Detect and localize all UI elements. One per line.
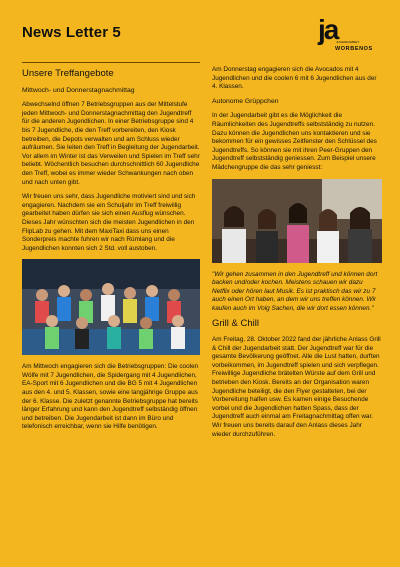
- paragraph: Am Freitag, 28. Oktober 2022 fand der jährliche Anlass Grill & Chill der Jugendarbeit statt. Der Jugendtreff war für die gesamte Bevölkerung geöffnet. Alle die Lust hatten, durften vorbeikommen, im Jugendtreff spielen und sich verpflegen. Freiwillige Jugendliche brätelten Würste auf dem Grill und betrieben den Kiosk. Bereits an der Organisation waren Jugendliche beteiligt, die den Flyer gestalteten, bei der Vorbereitung halfen usw. Es kamen einige Besuchende vorbei und die Jugendlichen hatten Spass, dass der Jugendtreff auch einmal am Freitagnachmittag offen war. Wir freuen uns bereits darauf den Anlass dieses Jahr wieder durchzuführen.: [212, 336, 381, 438]
- section-heading-treffangebote: Unsere Treffangebote: [22, 68, 114, 79]
- logo-wordmark: WORBENOS: [335, 46, 373, 52]
- paragraph: Wir freuen uns sehr, dass Jugendliche motiviert sind und sich engagieren. Nachdem sie ein Schuljahr im Treff freiwillig gearbeitet haben dürfen sie sich einen Ausflug wünschen. Dieses Jahr wünschten sich die meisten Jugendlichen in den FlipLab zu gehen. Mit dem MaxiTaxi dass uns einen Sonderpreis machte fuhren wir nach Rümlang und die Jugendlichen konnten sich 2 Std. voll austoben.: [22, 193, 196, 252]
- paragraph: Am Donnerstag engagieren sich die Avocados mit 4 Jugendlichen und die coolen 6 mit 6 Jugendlichen aus der 4. Klassen.: [212, 66, 377, 91]
- quote: "Wir gehen zusammen in den Jugendtreff und können dort backen und/oder kochen. Meistens schauen wir dazu Netflix oder hören laut Musik. Es ist praktisch das wir zu 7 auch einen Ort haben, an dem wir uns treffen können. Wir kaufen auch im Volg Sachen, die wir dort essen können.": [212, 270, 378, 312]
- paragraph: Am Mittwoch engagieren sich die Betriebsgruppen: Die coolen Wölfe mit 7 Jugendlichen, die Spidergang mit 4 Jugendlichen, EA-Sport mit 6 Jugendlichen und die BG 5 mit 4 Jugendlichen aus den 4. und 5. Klassen, sowie eine langjährige Gruppe aus der 6. Klasse. Die zuletzt genannte Betriebsgruppe hat bereits länger Erfahrung und kann den Jugendtreff selbständig öffnen und betreiben. Die Jugendarbeit ist dann im Büro und telefonisch erreichbar, wenn sie Hilfe benötigen.: [22, 363, 199, 431]
- subheading-autonome-grueppchen: Autonome Grüppchen: [212, 97, 279, 105]
- right-column: [212, 66, 382, 445]
- girls-group-photo: [212, 179, 382, 263]
- paragraph: In der Jugendarbeit gibt es die Möglichkeit die Räumlichkeiten des Jugendtreffs selbstständig zu nutzen. Dazu können die Jugendlichen uns kontaktieren und sie bekommen für ein gewisses Zeitfenster den Schlüssel des Jugendtreffs. So können sie mit ihren Peer-Gruppen den Jugendtreff selbstständig geniessen. Zum Beispiel unsere Mädchengruppe die das sehr geniesst:: [212, 112, 377, 171]
- section-divider: [22, 62, 200, 63]
- subheading-mittwoch-donnerstag: Mittwoch- und Donnerstagnachmittag: [22, 86, 135, 94]
- paragraph: Abwechselnd öffnen 7 Betriebsgruppen aus der Mittelstufe jeden Mittwoch- und Donnerstagnachmittag den Jugendtreff für die anderen Jugendlichen. In einer Betriebsgruppe sind 4 bis 7 Jugendliche, die den Treff vorbereiten, den Kiosk betreiben, die Depots verwalten und am Schluss wieder aufräumen. Sie leiten den Treff in Begleitung der Jugendarbeit. Vor allem im Winter ist das Verweilen und Spielen im Treff sehr beliebt. Wöchentlich besuchen durchschnittlich 60 Jugendliche den Treff, wobei es immer wieder Schwankungen nach oben und nach unten gibt.: [22, 101, 200, 186]
- group-photo: [22, 259, 200, 355]
- logo-mark: ja: [318, 14, 338, 45]
- logo-tagline: JUGENDARBEIT: [336, 40, 360, 44]
- left-column: [22, 66, 200, 438]
- page-title: News Letter 5: [22, 24, 121, 41]
- section-heading-grill-chill: Grill & Chill: [212, 317, 259, 329]
- logo: [318, 14, 373, 64]
